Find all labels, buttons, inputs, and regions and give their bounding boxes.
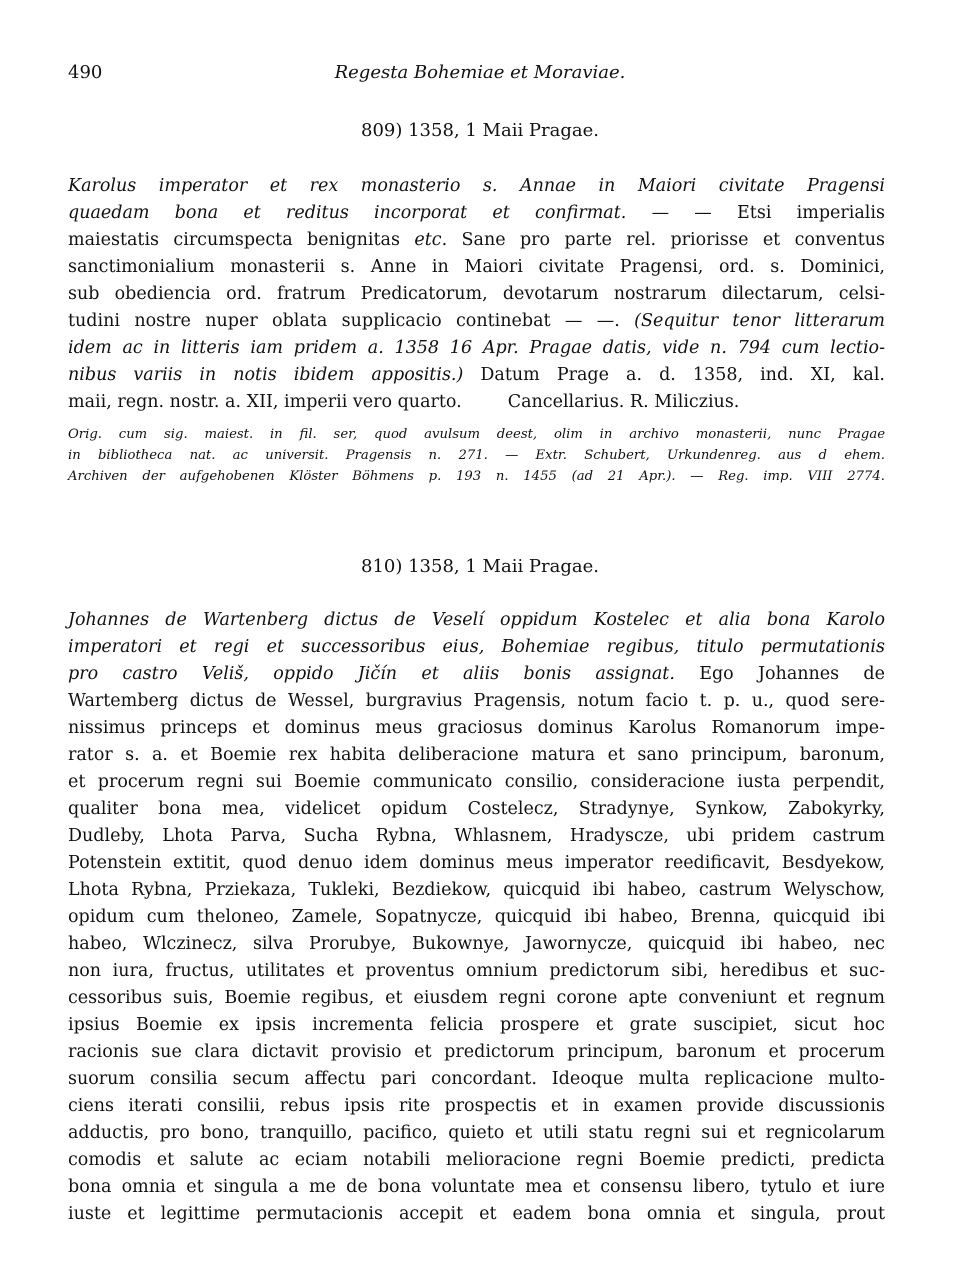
text-line: nissimus princeps et dominus meus graciosus dominus Karolus Romanorum impe- [68,718,885,738]
text-line: adductis, pro bono, tranquillo, pacifico, quieto et utili statu regni sui et regnicolarum [68,1123,885,1143]
regest-line: imperatori et regi et successoribus eius, Bohemiae regibus, titulo permutationis [68,637,885,657]
regest-line: Karolus imperator et rex monasterio s. Annae in Maiori civitate Pragensi [68,176,885,196]
text-line: sanctimonialium monasterii s. Anne in Maiori civitate Pragensi, ord. s. Dominici, [68,257,885,277]
text-line: ipsius Boemie ex ipsis incrementa felicia prospere et grate suscipiet, sicut hoc [68,1015,885,1035]
regest-summary-end: quaedam bona et reditus incorporat et confirmat. [68,203,627,223]
text-line: Potenstein extitit, quod denuo idem dominus meus imperator reedificavit, Besdyekow, [68,853,885,873]
running-head: Regesta Bohemiae et Moraviae. [334,62,626,83]
editorial-note: (Sequitur tenor litterarum [634,311,885,331]
text-line: qualiter bona mea, videlicet opidum Costelecz, Stradynye, Synkow, Zabokyrky, [68,799,885,819]
text-line: sub obediencia ord. fratrum Predicatorum, devotarum nostrarum dilectarum, celsi- [68,284,885,304]
text-incipit: Ego Johannes de [699,664,885,684]
text-line: iuste et legittime permutacionis accepit et eadem bona omnia et singula, prout [68,1204,885,1224]
text-line [68,311,885,331]
regest-summary-end: pro castro Veliš, oppido Jičín et aliis bonis assignat. [68,664,675,684]
regest-line: Johannes de Wartenberg dictus de Veselí oppidum Kostelec et alia bona Karolo [68,610,885,630]
editorial-note: nibus variis in notis ibidem appositis.) [68,365,464,385]
text-line: comodis et salute ac eciam notabili melioracione regni Boemie predicti, predicta [68,1150,885,1170]
etc-abbrev: etc. [414,230,448,250]
source-note-line: in bibliotheca nat. ac universit. Pragensis n. 271. — Extr. Schubert, Urkundenreg. aus d ehem. [68,448,885,463]
text-span: Sane pro parte rel. priorisse et conventus [461,230,886,250]
text-line: rator s. a. et Boemie rex habita deliberacione matura et sano principum, baronum, [68,745,885,765]
text-line: racionis sue clara dictavit provisio et predictorum principum, baronum et procerum [68,1042,885,1062]
text-line: Wartemberg dictus de Wessel, burgravius Pragensis, notum facio t. p. u., quod sere- [68,691,885,711]
text-line [68,230,885,250]
text-line: Dudleby, Lhota Parva, Sucha Rybna, Whlasnem, Hradyscze, ubi pridem castrum [68,826,885,846]
text-span: tudini nostre nuper oblata supplicacio continebat — —. [68,311,620,331]
dating-clause: maii, regn. nostr. a. XII, imperii vero quarto. [68,392,462,412]
regest-line [68,664,885,684]
text-line [68,392,739,412]
text-line: ciens iterati consilii, rebus ipsis rite prospectis et in examen provide discussionis [68,1096,885,1116]
text-incipit: — — Etsi imperialis [651,203,885,223]
text-line: Lhota Rybna, Prziekaza, Tukleki, Bezdiekow, quicquid ibi habeo, castrum Welyschow, [68,880,885,900]
source-note-line: Archiven der aufgehobenen Klöster Böhmens p. 193 n. 1455 (ad 21 Apr.). — Reg. imp. VIII 2774. [68,469,885,484]
text-line: et procerum regni sui Boemie communicato consilio, consideracione iusta perpendit, [68,772,885,792]
chancery-note: Cancellarius. R. Miliczius. [507,392,740,412]
text-line: suorum consilia secum affectu pari concordant. Ideoque multa replicacione multo- [68,1069,885,1089]
text-line: bona omnia et singula a me de bona voluntate mea et consensu libero, tytulo et iure [68,1177,885,1197]
editorial-note-line: idem ac in litteris iam pridem a. 1358 16 Apr. Pragae datis, vide n. 794 cum lectio- [68,338,885,358]
dating-clause: Datum Prage a. d. 1358, ind. XI, kal. [480,365,885,385]
text-span: maiestatis circumspecta benignitas [68,230,400,250]
source-note-line: Orig. cum sig. maiest. in fil. ser, quod avulsum deest, olim in archivo monasterii, nunc Pragae [68,427,885,442]
text-line [68,365,885,385]
text-line: cessoribus suis, Boemie regibus, et eiusdem regni corone apte conveniunt et regnum [68,988,885,1008]
text-line: non iura, fructus, utilitates et proventus omnium predictorum sibi, heredibus et suc- [68,961,885,981]
page-number: 490 [68,62,103,83]
text-line: habeo, Wlczinecz, silva Prorubye, Bukownye, Jawornycze, quicquid ibi habeo, nec [68,934,885,954]
entry-heading-809: 809) 1358, 1 Maii Pragae. [361,120,599,141]
text-line: opidum cum theloneo, Zamele, Sopatnycze, quicquid ibi habeo, Brenna, quicquid ibi [68,907,885,927]
entry-heading-810: 810) 1358, 1 Maii Pragae. [361,556,599,577]
regest-line [68,203,885,223]
